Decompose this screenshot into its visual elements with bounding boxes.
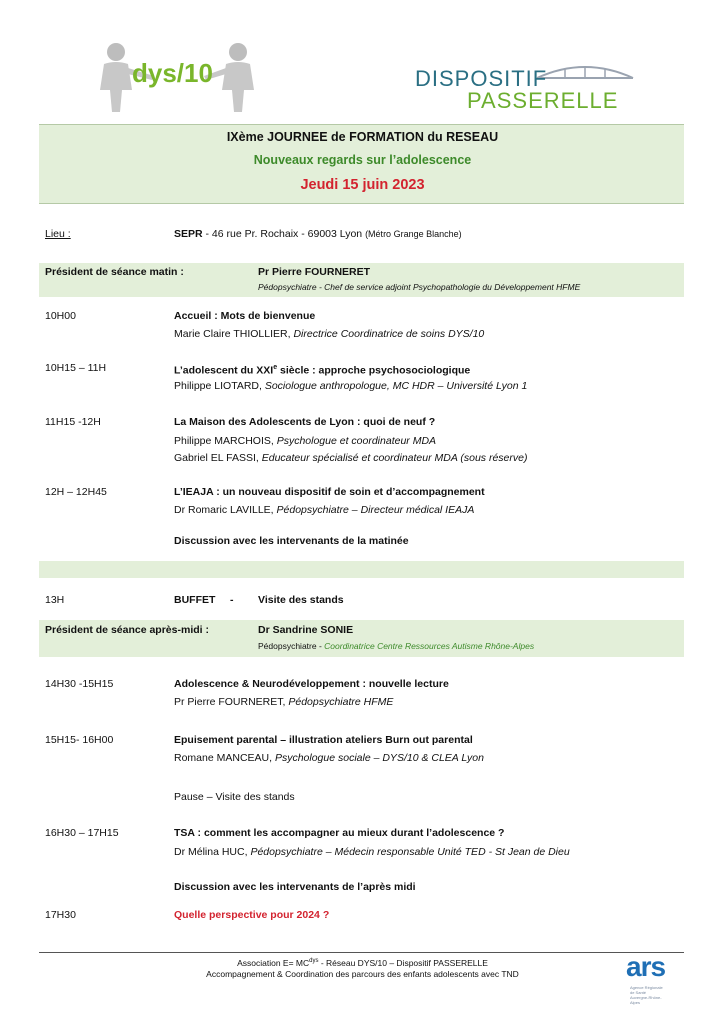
speaker-role: Psychologue et coordinateur MDA [276, 435, 437, 447]
speaker-name: Pr Pierre FOURNERET, [174, 696, 289, 708]
session-speaker [174, 695, 393, 709]
session-speaker [174, 434, 436, 448]
session-title: Accueil : Mots de bienvenue [174, 310, 316, 322]
lieu-label: Lieu : [45, 228, 71, 240]
speaker-role: Pédopsychiatre HFME [288, 696, 394, 708]
session-title: TSA : comment les accompagner au mieux durant l’adolescence ? [174, 827, 505, 839]
speaker-role: Sociologue anthropologue, MC HDR – Université Lyon 1 [264, 380, 528, 392]
president-aprem-name: Dr Sandrine SONIE [258, 624, 354, 636]
session-time: 11H15 -12H [45, 416, 101, 428]
president-aprem-label: Président de séance après-midi : [45, 624, 209, 636]
dys10-logo [92, 40, 262, 116]
session-time: 15H15- 16H00 [45, 734, 114, 746]
lieu-street: - 46 rue Pr. Rochaix - 69003 Lyon [202, 228, 363, 240]
speaker-role: Pédopsychiatre – Directeur médical IEAJA [276, 504, 475, 516]
ars-logo [626, 951, 696, 1015]
session-speaker [174, 379, 527, 393]
speaker-role: Directrice Coordinatrice de soins DYS/10 [293, 328, 485, 340]
passerelle-text: PASSERELLE [467, 88, 619, 113]
speaker-role: Pédopsychiatre – Médecin responsable Unité TED - St Jean de Dieu [250, 846, 570, 858]
footer-association: Association E= MC [237, 957, 310, 968]
event-subtitle: Nouveaux regards sur l’adolescence [253, 153, 472, 167]
speaker-role: Educateur spécialisé et coordinateur MDA (sous réserve) [261, 452, 528, 464]
lieu-address [174, 227, 462, 241]
lunch-time: 13H [45, 594, 65, 606]
event-date: Jeudi 15 juin 2023 [300, 177, 425, 193]
president-aprem-role-prefix: Pédopsychiatre - [258, 641, 325, 651]
session-speaker [174, 845, 570, 859]
president-aprem-role-detail: Coordinatrice Centre Ressources Autisme Rhône-Alpes [324, 641, 535, 651]
president-aprem-role [258, 641, 534, 652]
bridge-icon [535, 60, 635, 82]
session-time: 10H00 [45, 310, 76, 322]
dys10-logo-text: dys/10 [132, 58, 213, 88]
president-matin-role: Pédopsychiatre - Chef de service adjoint Psychopathologie du Développement HFME [258, 282, 581, 292]
session-title: La Maison des Adolescents de Lyon : quoi de neuf ? [174, 416, 436, 428]
lunch-visit: Visite des stands [258, 594, 344, 606]
session-speaker [174, 451, 527, 465]
lieu-place: SEPR [174, 228, 203, 240]
pause-text: Pause – Visite des stands [174, 791, 295, 803]
session-speaker [174, 751, 484, 765]
footer-line1 [0, 955, 725, 969]
footer-network: - Réseau DYS/10 – Dispositif PASSERELLE [318, 957, 488, 968]
dispositif-text: DISPOSITIF [415, 66, 548, 91]
session-title-sup: e [273, 364, 278, 371]
session-time: 10H15 – 11H [45, 362, 107, 374]
session-time: 12H – 12H45 [45, 486, 107, 498]
footer-sup: dys [309, 958, 319, 964]
ars-caption: Agence Régionale de Santé Auvergne-Rhône-Alpes [630, 985, 663, 1005]
session-title-part: L’adolescent du XXI [174, 364, 274, 377]
closing-time: 17H30 [45, 909, 76, 921]
president-matin-label: Président de séance matin : [45, 266, 184, 278]
ars-logo-text: ars [626, 951, 666, 982]
speaker-name: Philippe LIOTARD, [174, 380, 265, 392]
discussion-aprem: Discussion avec les intervenants de l’après midi [174, 881, 416, 893]
speaker-name: Dr Romaric LAVILLE, [174, 504, 277, 516]
lieu-transport: (Métro Grange Blanche) [365, 229, 462, 239]
speaker-name: Romane MANCEAU, [174, 752, 275, 764]
footer-line2: Accompagnement & Coordination des parcours des enfants adolescents avec TND [206, 969, 519, 979]
session-speaker [174, 503, 474, 517]
lunch-label: BUFFET [174, 594, 216, 606]
speaker-name: Philippe MARCHOIS, [174, 435, 277, 447]
separator-band [39, 561, 684, 578]
speaker-name: Dr Mélina HUC, [174, 846, 251, 858]
speaker-role: Psychologue sociale – DYS/10 & CLEA Lyon [274, 752, 484, 764]
session-time: 14H30 -15H15 [45, 678, 114, 690]
footer-divider [39, 952, 684, 953]
president-matin-name: Pr Pierre FOURNERET [258, 266, 371, 278]
session-title: Adolescence & Neurodéveloppement : nouvelle lecture [174, 678, 449, 690]
dispositif-passerelle-logo [415, 60, 635, 120]
lunch-dash: - [230, 594, 234, 606]
session-title: Epuisement parental – illustration ateliers Burn out parental [174, 734, 473, 746]
event-title: IXème JOURNEE de FORMATION du RESEAU [226, 130, 499, 144]
session-title-rest: siècle : approche psychosociologique [277, 364, 471, 377]
discussion-matin: Discussion avec les intervenants de la matinée [174, 535, 409, 547]
session-title [174, 361, 470, 378]
speaker-name: Gabriel EL FASSI, [174, 452, 262, 464]
closing-title: Quelle perspective pour 2024 ? [174, 909, 330, 921]
session-time: 16H30 – 17H15 [45, 827, 119, 839]
speaker-name: Marie Claire THIOLLIER, [174, 328, 294, 340]
session-speaker [174, 327, 484, 341]
session-title: L’IEAJA : un nouveau dispositif de soin et d’accompagnement [174, 486, 485, 498]
